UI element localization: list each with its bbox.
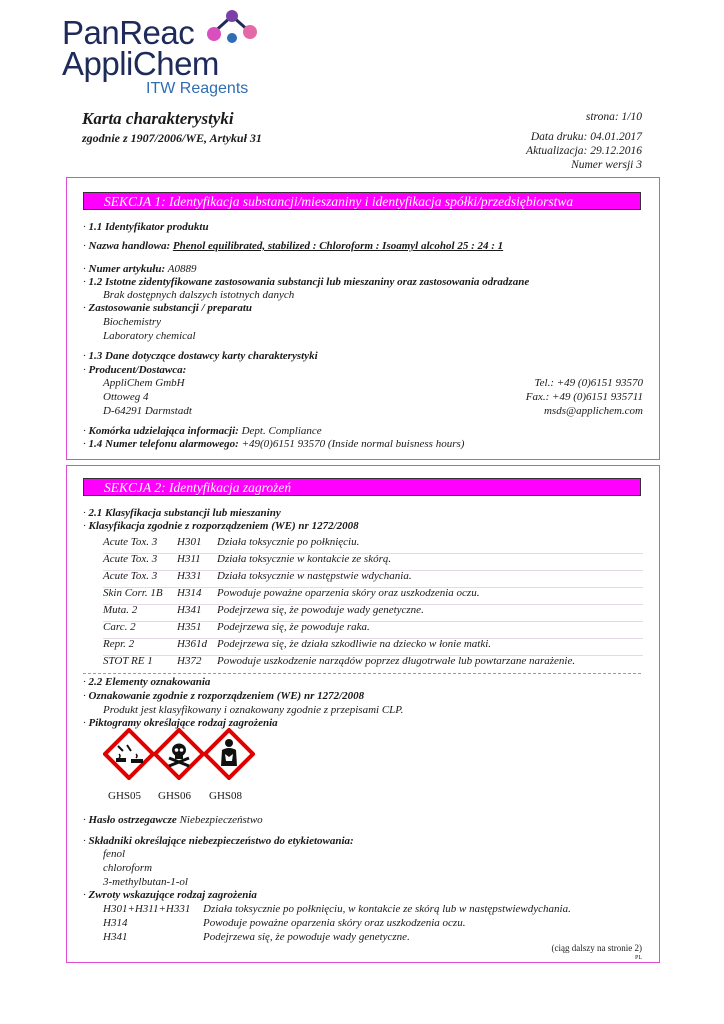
hazard-class: STOT RE 1 bbox=[103, 655, 153, 667]
use-line: · Zastosowanie substancji / preparatu bbox=[83, 302, 253, 314]
components-label: Składniki określające niebezpieczeństwo do etykietowania: bbox=[88, 835, 354, 847]
hazard-text: Podejrzewa się, że powoduje raka. bbox=[217, 621, 370, 633]
section-2-heading: SEKCJA 2: Identyfikacja zagrożeń bbox=[83, 478, 641, 496]
phrase-text: Działa toksycznie po połknięciu, w kontakcie ze skórą lub w następstwiewdychania. bbox=[203, 903, 571, 915]
hazard-class: Repr. 2 bbox=[103, 638, 135, 650]
section-1-box bbox=[66, 177, 660, 460]
update-date: Aktualizacja: 29.12.2016 bbox=[526, 145, 642, 157]
hazard-code: H301 bbox=[177, 536, 202, 548]
hazard-row bbox=[103, 587, 643, 605]
language-code: PL bbox=[634, 955, 642, 961]
company-logo bbox=[62, 14, 262, 104]
hazard-row bbox=[103, 655, 643, 672]
hazard-code: H372 bbox=[177, 655, 202, 667]
picto-label-ghs06: GHS06 bbox=[158, 790, 192, 802]
trade-name-value: Phenol equilibrated, stabilized : Chloroform : Isoamyl alcohol 25 : 24 : 1 bbox=[172, 240, 504, 252]
hazard-text: Podejrzewa się, że powoduje wady genetyczne. bbox=[217, 604, 424, 616]
emergency-line: · 1.4 Numer telefonu alarmowego: +49(0)6151 93570 (Inside normal buisness hours) bbox=[83, 438, 465, 450]
hazard-row bbox=[103, 621, 643, 639]
s13-line: · 1.3 Dane dotyczące dostawcy karty charakterystyki bbox=[83, 350, 318, 362]
component-2: chloroform bbox=[103, 862, 153, 874]
print-date: Data druku: 04.01.2017 bbox=[530, 131, 642, 143]
picto-label-ghs05: GHS05 bbox=[108, 790, 142, 802]
hazard-code: H361d bbox=[177, 638, 207, 650]
article-label: Numer artykułu: bbox=[88, 263, 166, 275]
dashed-divider bbox=[83, 673, 641, 674]
hazard-class: Carc. 2 bbox=[103, 621, 136, 633]
label-text: Produkt jest klasyfikowany i oznakowany zgodnie z przepisami CLP. bbox=[103, 704, 404, 716]
hazard-text: Działa toksycznie w kontakcie ze skórą. bbox=[217, 553, 392, 565]
document-title: Karta charakterystyki bbox=[82, 109, 234, 128]
logo-line-2: AppliChem bbox=[62, 45, 219, 82]
version-number: Numer wersji 3 bbox=[571, 159, 642, 171]
component-1: fenol bbox=[103, 848, 125, 860]
company-street: Ottoweg 4 bbox=[103, 391, 149, 403]
signal-value: Niebezpieczeństwo bbox=[179, 814, 263, 826]
company-name: AppliChem GmbH bbox=[103, 377, 185, 389]
email-link[interactable]: msds@applichem.com bbox=[543, 405, 643, 417]
hazard-text: Powoduje uszkodzenie narządów poprzez długotrwałe lub powtarzane narażenie. bbox=[217, 655, 576, 667]
hazard-text: Działa toksycznie po połknięciu. bbox=[217, 536, 360, 548]
fax: Fax.: +49 (0)6151 935711 bbox=[525, 391, 643, 403]
component-3: 3-methylbutan-1-ol bbox=[103, 876, 188, 888]
hazard-row bbox=[103, 536, 643, 554]
hazard-class: Acute Tox. 3 bbox=[103, 553, 158, 565]
article-line: · Numer artykułu: A0889 bbox=[83, 263, 197, 275]
phrases-line: · Zwroty wskazujące rodzaj zagrożenia bbox=[83, 889, 257, 901]
trade-name-label: Nazwa handlowa: bbox=[88, 240, 171, 252]
emergency-value: +49(0)6151 93570 (Inside normal buisness hours) bbox=[241, 438, 465, 450]
class-label: Klasyfikacja zgodnie z rozporządzeniem (WE) nr 1272/2008 bbox=[88, 520, 359, 532]
s12-text: Brak dostępnych dalszych istotnych danych bbox=[103, 289, 295, 301]
hazard-code: H331 bbox=[177, 570, 202, 582]
section-2-box bbox=[66, 465, 660, 963]
phrases-label: Zwroty wskazujące rodzaj zagrożenia bbox=[88, 889, 257, 901]
hazard-code: H351 bbox=[177, 621, 202, 633]
hazard-text: Powoduje poważne oparzenia skóry oraz uszkodzenia oczu. bbox=[217, 587, 480, 599]
document-subtitle: zgodnie z 1907/2006/WE, Artykuł 31 bbox=[82, 131, 262, 145]
emergency-label: 1.4 Numer telefonu alarmowego: bbox=[88, 438, 239, 450]
company-city: D-64291 Darmstadt bbox=[103, 405, 192, 417]
ghs06-skull-icon bbox=[153, 728, 205, 780]
s11-line: · 1.1 Identyfikator produktu bbox=[83, 221, 209, 233]
section-1-heading: SEKCJA 1: Identyfikacja substancji/mieszaniny i identyfikacja spółki/przedsiębiorstwa bbox=[83, 192, 641, 210]
phone: Tel.: +49 (0)6151 93570 bbox=[534, 377, 643, 389]
components-line: · Składniki określające niebezpieczeństwo do etykietowania: bbox=[83, 835, 354, 847]
picto-label-ghs08: GHS08 bbox=[209, 790, 243, 802]
producer-line: · Producent/Dostawca: bbox=[83, 364, 187, 376]
phrase-text: Powoduje poważne oparzenia skóry oraz uszkodzenia oczu. bbox=[203, 917, 466, 929]
hazard-class: Muta. 2 bbox=[103, 604, 138, 616]
hazard-row bbox=[103, 570, 643, 588]
phrase-code: H301+H311+H331 bbox=[103, 903, 191, 915]
s13-heading: 1.3 Dane dotyczące dostawcy karty charakterystyki bbox=[88, 350, 318, 362]
phrase-code: H314 bbox=[103, 917, 128, 929]
hazard-row bbox=[103, 638, 643, 656]
s22-line: · 2.2 Elementy oznakowania bbox=[83, 676, 211, 688]
hazard-code: H311 bbox=[177, 553, 201, 565]
s22-heading: 2.2 Elementy oznakowania bbox=[88, 676, 211, 688]
phrase-code: H341 bbox=[103, 931, 128, 943]
use-label: Zastosowanie substancji / preparatu bbox=[88, 302, 253, 314]
trade-name-line: · Nazwa handlowa: Phenol equilibrated, stabilized : Chloroform : Isoamyl alcohol 25 : 24 : 1 bbox=[83, 240, 504, 252]
signal-label: Hasło ostrzegawcze bbox=[88, 814, 177, 826]
label-reg: Oznakowanie zgodnie z rozporządzeniem (WE) nr 1272/2008 bbox=[88, 690, 365, 702]
hazard-text: Podejrzewa się, że działa szkodliwie na dziecko w łonie matki. bbox=[217, 638, 492, 650]
producer-label: Producent/Dostawca: bbox=[88, 364, 187, 376]
picto-label: Piktogramy określające rodzaj zagrożenia bbox=[88, 717, 278, 729]
s21-heading: 2.1 Klasyfikacja substancji lub mieszaniny bbox=[88, 507, 281, 519]
hazard-class: Acute Tox. 3 bbox=[103, 536, 158, 548]
dept-line: · Komórka udzielająca informacji: Dept. Compliance bbox=[83, 425, 322, 437]
s12-line: · 1.2 Istotne zidentyfikowane zastosowania substancji lub mieszaniny oraz zastosowania odradzane bbox=[83, 276, 530, 288]
use-1: Biochemistry bbox=[103, 316, 162, 328]
label-reg-line: · Oznakowanie zgodnie z rozporządzeniem (WE) nr 1272/2008 bbox=[83, 690, 365, 702]
page-number: strona: 1/10 bbox=[585, 111, 642, 123]
hazard-row bbox=[103, 553, 643, 571]
continuation-note: (ciąg dalszy na stronie 2) bbox=[551, 943, 642, 953]
hazard-class: Skin Corr. 1B bbox=[103, 587, 163, 599]
logo-line-3: ITW Reagents bbox=[146, 80, 249, 97]
picto-line: · Piktogramy określające rodzaj zagrożenia bbox=[83, 717, 278, 729]
ghs08-health-hazard-icon bbox=[203, 728, 255, 780]
ghs05-corrosion-icon bbox=[103, 728, 155, 780]
article-value: A0889 bbox=[167, 263, 197, 275]
class-line: · Klasyfikacja zgodnie z rozporządzeniem (WE) nr 1272/2008 bbox=[83, 520, 359, 532]
dept-label: Komórka udzielająca informacji: bbox=[88, 425, 239, 437]
hazard-row bbox=[103, 604, 643, 622]
hazard-class: Acute Tox. 3 bbox=[103, 570, 158, 582]
signal-line: · Hasło ostrzegawcze Niebezpieczeństwo bbox=[83, 814, 263, 826]
hazard-text: Działa toksycznie w następstwie wdychania. bbox=[217, 570, 412, 582]
s12-heading: 1.2 Istotne zidentyfikowane zastosowania substancji lub mieszaniny oraz zastosowania odradzane bbox=[88, 276, 530, 288]
dept-value: Dept. Compliance bbox=[241, 425, 322, 437]
hazard-code: H341 bbox=[177, 604, 202, 616]
s11-heading: 1.1 Identyfikator produktu bbox=[88, 221, 209, 233]
logo-line-1: PanReac bbox=[62, 14, 195, 51]
use-2: Laboratory chemical bbox=[103, 330, 196, 342]
phrase-text: Podejrzewa się, że powoduje wady genetyczne. bbox=[203, 931, 410, 943]
s21-line: · 2.1 Klasyfikacja substancji lub mieszaniny bbox=[83, 507, 281, 519]
hazard-code: H314 bbox=[177, 587, 202, 599]
